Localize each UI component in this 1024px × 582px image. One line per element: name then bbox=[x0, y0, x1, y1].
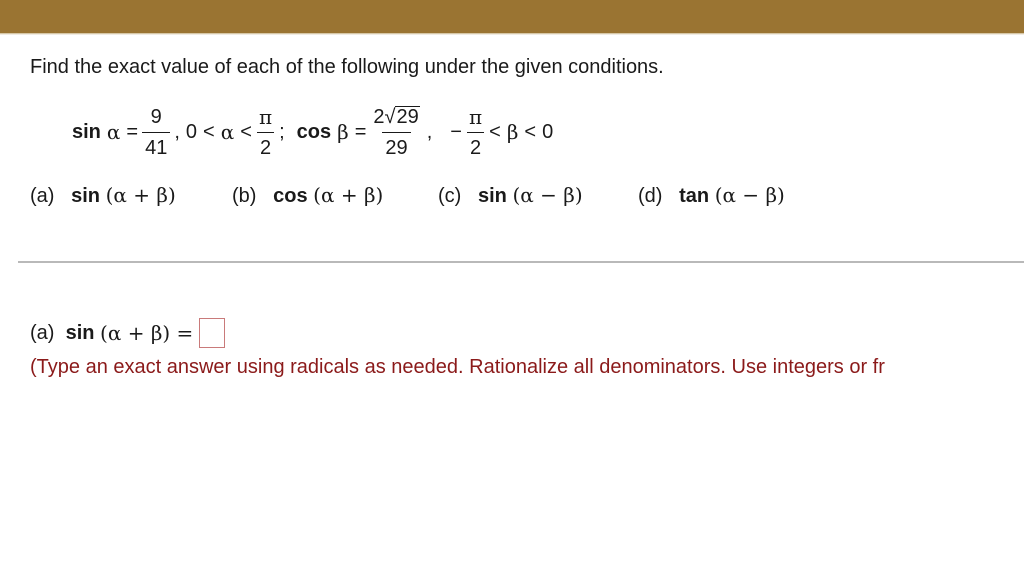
sin-alpha-fraction bbox=[142, 107, 170, 158]
part-c bbox=[438, 183, 583, 208]
less-than: < bbox=[203, 120, 215, 143]
radical-coefficient: 2 bbox=[373, 106, 385, 128]
alpha-symbol: α bbox=[220, 120, 235, 144]
pi-over-two-fraction bbox=[466, 104, 485, 159]
answer-func: sin bbox=[65, 321, 95, 344]
equals-sign: = bbox=[354, 120, 367, 143]
part-d bbox=[638, 183, 785, 208]
header-shadow bbox=[0, 33, 1024, 35]
radical bbox=[385, 106, 420, 127]
beta-symbol: β bbox=[337, 120, 349, 144]
cos-beta-numerator bbox=[370, 106, 422, 132]
cos-beta-denominator: 29 bbox=[382, 132, 410, 158]
part-a bbox=[30, 183, 176, 208]
part-func: sin bbox=[71, 185, 101, 207]
section-divider bbox=[18, 261, 1024, 263]
answer-letter: (a) bbox=[30, 321, 55, 344]
pi-numerator: π bbox=[258, 104, 273, 129]
two-denominator: 2 bbox=[467, 132, 484, 158]
cos-beta-fraction bbox=[370, 106, 422, 158]
part-letter: (b) bbox=[232, 185, 257, 207]
sqrt-icon: √ bbox=[384, 106, 396, 128]
answer-input[interactable] bbox=[199, 318, 225, 348]
cos-label: cos bbox=[296, 120, 332, 143]
pi-over-two-fraction bbox=[256, 104, 275, 159]
zero: 0 bbox=[542, 120, 554, 143]
two-denominator: 2 bbox=[257, 132, 274, 158]
comma: , bbox=[174, 120, 180, 143]
part-func: sin bbox=[478, 185, 507, 207]
less-than: < bbox=[489, 120, 501, 143]
given-conditions bbox=[72, 102, 553, 162]
part-b bbox=[232, 183, 383, 208]
part-expr: (α − β) bbox=[714, 183, 785, 207]
pi-numerator: π bbox=[468, 104, 483, 129]
less-than: < bbox=[240, 120, 252, 143]
minus-sign: − bbox=[450, 120, 462, 143]
radicand: 29 bbox=[396, 106, 419, 128]
comma: , bbox=[426, 120, 433, 143]
beta-symbol: β bbox=[506, 120, 519, 144]
zero: 0 bbox=[185, 120, 198, 143]
part-expr: (α + β) bbox=[313, 183, 384, 207]
question-text: Find the exact value of each of the following under the given conditions. bbox=[30, 56, 664, 78]
semicolon: ; bbox=[279, 120, 285, 143]
part-expr: (α + β) bbox=[105, 183, 176, 207]
answer-expr: (α + β) = bbox=[100, 321, 194, 345]
part-func: tan bbox=[679, 185, 710, 207]
instruction-text: (Type an exact answer using radicals as needed. Rationalize all denominators. Use integers or fr bbox=[30, 356, 885, 378]
part-func: cos bbox=[273, 185, 308, 207]
part-letter: (c) bbox=[438, 185, 462, 207]
part-letter: (a) bbox=[30, 185, 55, 207]
sin-alpha-denominator: 41 bbox=[142, 132, 170, 158]
header-bar bbox=[0, 0, 1024, 33]
less-than: < bbox=[524, 120, 537, 143]
part-expr: (α − β) bbox=[512, 183, 583, 207]
sin-label: sin bbox=[72, 120, 101, 143]
answer-row bbox=[30, 318, 225, 348]
part-letter: (d) bbox=[638, 185, 663, 207]
equals-sign: = bbox=[126, 120, 139, 143]
alpha-symbol: α bbox=[106, 120, 121, 144]
sin-alpha-numerator: 9 bbox=[150, 105, 162, 128]
